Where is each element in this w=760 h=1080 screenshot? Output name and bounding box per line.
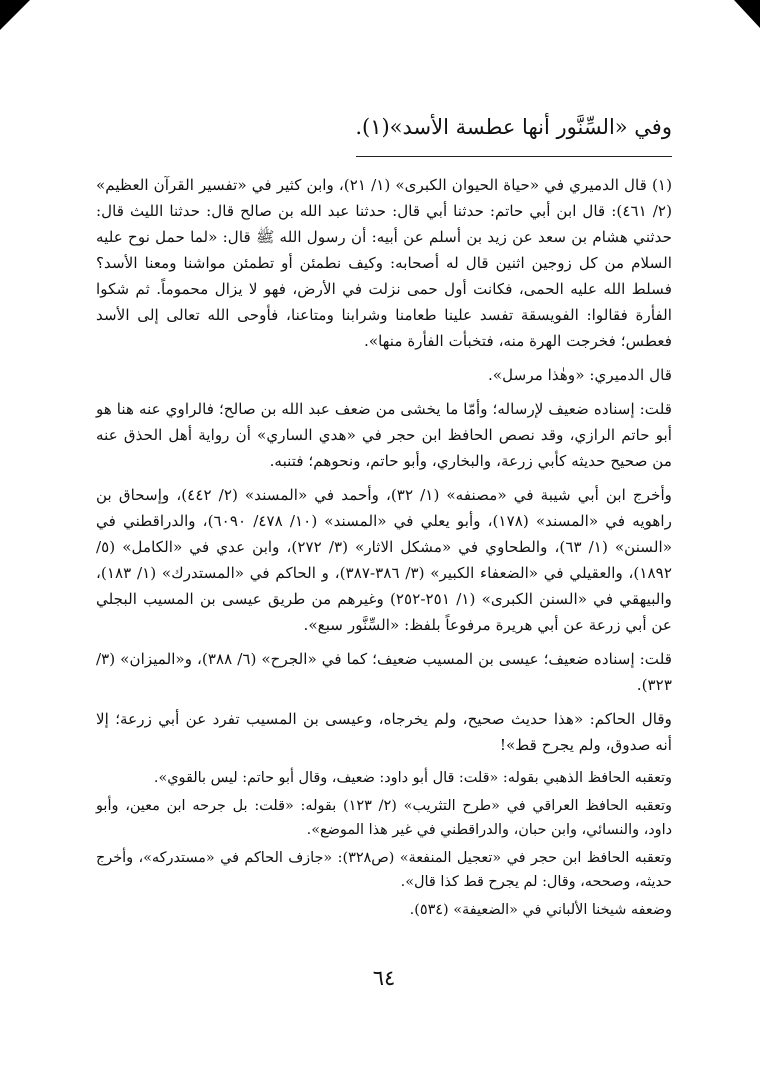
footnote-paragraph: قال الدميري: «وهٰذا مرسل». bbox=[487, 366, 672, 384]
footnote-paragraph: وتعقبه الحافظ الذهبي بقوله: «قلت: قال أبو داود: ضعيف، وقال أبو حاتم: ليس بالقوي». bbox=[153, 770, 672, 786]
footnote-paragraph: وتعقبه الحافظ ابن حجر في «تعجيل المنفعة» (ص٣٢٨): «جازف الحاكم في «مستدركه»، وأخرج حديثه، وصححه، وقال: لم يجرح قط كذا قال». bbox=[96, 850, 673, 890]
footnote-paragraph: (١) قال الدميري في «حياة الحيوان الكبرى» (١/ ٢١)، وابن كثير في «تفسير القرآن العظيم» (٢/ ٤٦١): قال ابن أبي حاتم: حدثنا أبي قال: حدثنا عبد الله بن صالح قال: حدثنا الليث قال: حدثني هشام بن سعد عن زيد بن أسلم عن أبيه: أن رسول الله ﷺ قال: «لما حمل نوح عليه السلام من كل زوجين اثنين قال له أصحابه: وكيف نطمئن أو تطمئن مواشنا ومعنا الأسد؟ فسلط الله عليه الحمى، فكانت أول حمى نزلت في الأرض، فهو لا يزال محموماً. ثم شكوا الفأرة فقالوا: الفويسقة تفسد علينا طعامنا وشرابنا ومتاعنا، فأوحى الله تعالى إلى الأسد فعطس؛ فخرجت الهرة منه، فتخبأت الفأرة منها». bbox=[96, 176, 673, 350]
page-number: ٦٤ bbox=[372, 966, 396, 990]
scan-corner-right bbox=[734, 0, 760, 28]
main-text: وفي «السِّنَّور أنها عطسة الأسد»(١). bbox=[355, 115, 672, 139]
footnote-separator bbox=[356, 156, 672, 157]
footnote-paragraph: وقال الحاكم: «هذا حديث صحيح، ولم يخرجاه، وعيسى بن المسيب تفرد عن أبي زرعة؛ إلا أنه صدوق، ولم يجرح قط»! bbox=[96, 710, 672, 754]
scan-corner-left bbox=[0, 0, 30, 30]
footnote-paragraph: قلت: إسناده ضعيف لإرساله؛ وأمّا ما يخشى من ضعف عبد الله بن صالح؛ فالراوي عنه هنا هو أبو حاتم الرازي، وقد نصص الحافظ ابن حجر في «هدي الساري» أن رواية أهل الحذق عنه من صحيح حديثه كأبي زرعة، والبخاري، وأبو حاتم، ونحوهم؛ فتنبه. bbox=[96, 400, 672, 470]
footnote-paragraph: وأخرج ابن أبي شيبة في «مصنفه» (١/ ٣٢)، وأحمد في «المسند» (٢/ ٤٤٢)، وإسحاق بن راهويه في «المسند» (١٧٨)، وأبو يعلي في «المسند» (١٠/ ٤٧٨/ ٦٠٩٠)، والدراقطني في «السنن» (١/ ٦٣)، والطحاوي في «مشكل الاثار» (٣/ ٢٧٢)، وابن عدي في «الكامل» (٥/ ١٨٩٢)، والعقيلي في «الضعفاء الكبير» (٣/ ٣٨٦-٣٨٧)، و الحاكم في «المستدرك» (١/ ١٨٣)، والبيهقي في «السنن الكبرى» (١/ ٢٥١-٢٥٢) وغيرهم من طريق عيسى بن المسيب البجلي عن أبي زرعة عن أبي هريرة مرفوعاً بلفظ: «السِّنَّور سبع». bbox=[96, 486, 673, 634]
footnote-paragraph: وضعفه شيخنا الألباني في «الضعيفة» (٥٣٤). bbox=[409, 902, 672, 918]
footnotes-section bbox=[96, 172, 672, 926]
footnote-paragraph: وتعقبه الحافظ العراقي في «طرح التثريب» (٢/ ١٢٣) بقوله: «قلت: بل جرحه ابن معين، وأبو داود، والنسائي، وابن حبان، والدراقطني في غير هذا الموضع». bbox=[96, 798, 672, 838]
footnote-paragraph: قلت: إسناده ضعيف؛ عيسى بن المسيب ضعيف؛ كما في «الجرح» (٦/ ٣٨٨)، و«الميزان» (٣/ ٣٢٣). bbox=[96, 650, 672, 694]
